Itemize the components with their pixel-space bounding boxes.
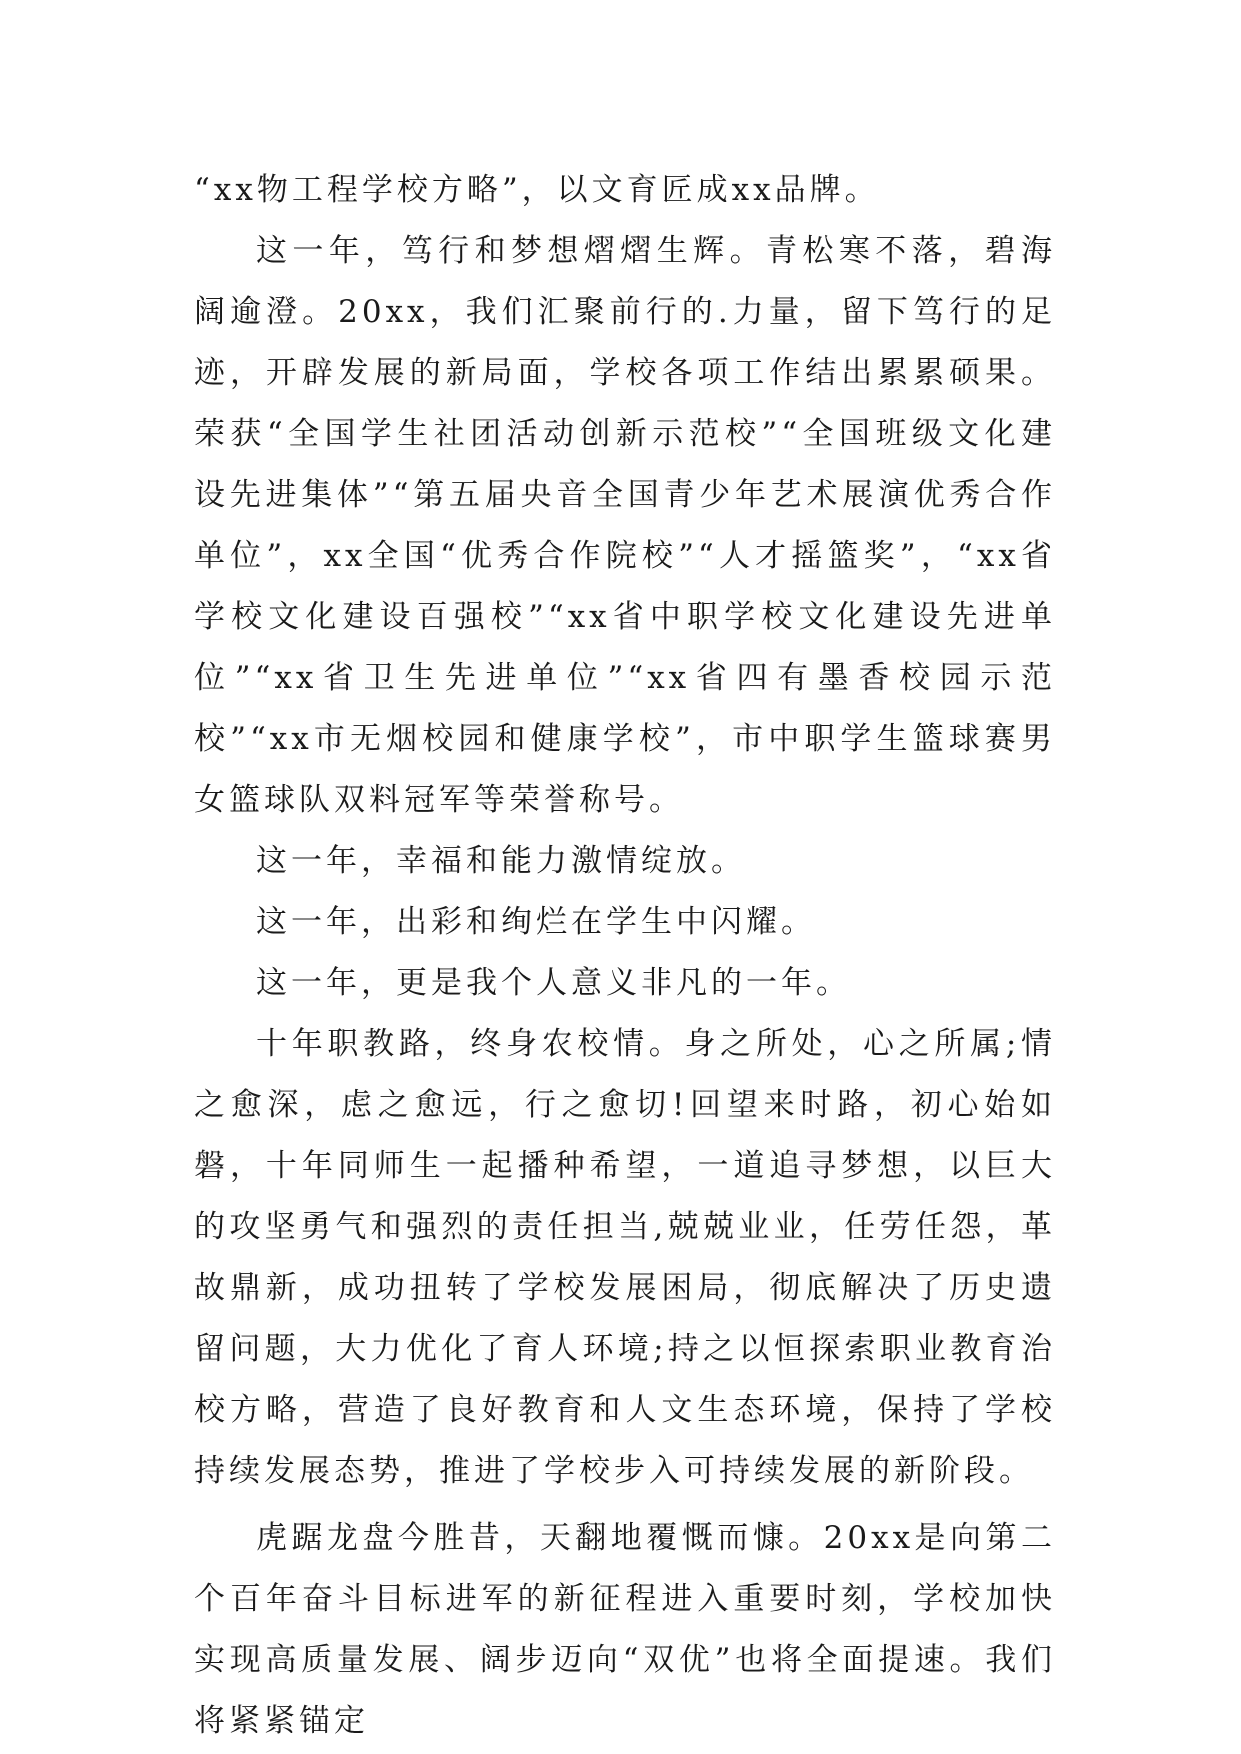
paragraph-7: 虎踞龙盘今胜昔，天翻地覆慨而慷。20xx是向第二个百年奋斗目标进军的新征程进入重要时刻，学校加快实现高质量发展、阔步迈向“双优”也将全面提速。我们将紧紧锚定 [194,1520,1056,1739]
paragraph-5: 这一年，更是我个人意义非凡的一年。 [256,965,851,1001]
paragraph-6: 十年职教路，终身农校情。身之所处，心之所属;情之愈深，虑之愈远，行之愈切!回望来时路，初心始如磐，十年同师生一起播种希望，一道追寻梦想，以巨大的攻坚勇气和强烈的责任担当,兢兢业业，任劳任怨，革故鼎新，成功扭转了学校发展困局，彻底解决了历史遗留问题，大力优化了育人环境;持之以恒探索职业教育治校方略，营造了良好教育和人文生态环境，保持了学校持续发展态势，推进了学校步入可持续发展的新阶段。 [194,1026,1056,1489]
paragraph-3: 这一年，幸福和能力激情绽放。 [256,843,746,879]
paragraph-4: 这一年，出彩和绚烂在学生中闪耀。 [256,904,816,940]
paragraph-2: 这一年，笃行和梦想熠熠生辉。青松寒不落，碧海阔逾澄。20xx，我们汇聚前行的.力量，留下笃行的足迹，开辟发展的新局面，学校各项工作结出累累硕果。荣获“全国学生社团活动创新示范校”“全国班级文化建设先进集体”“第五届央音全国青少年艺术展演优秀合作单位”，xx全国“优秀合作院校”“人才摇篮奖”，“xx省学校文化建设百强校”“xx省中职学校文化建设先进单位”“xx省卫生先进单位”“xx省四有墨香校园示范校”“xx市无烟校园和健康学校”，市中职学生篮球赛男女篮球队双料冠军等荣誉称号。 [194,233,1056,818]
document-body [194,160,1056,1752]
paragraph-1: “xx物工程学校方略”，以文育匠成xx品牌。 [194,172,880,208]
